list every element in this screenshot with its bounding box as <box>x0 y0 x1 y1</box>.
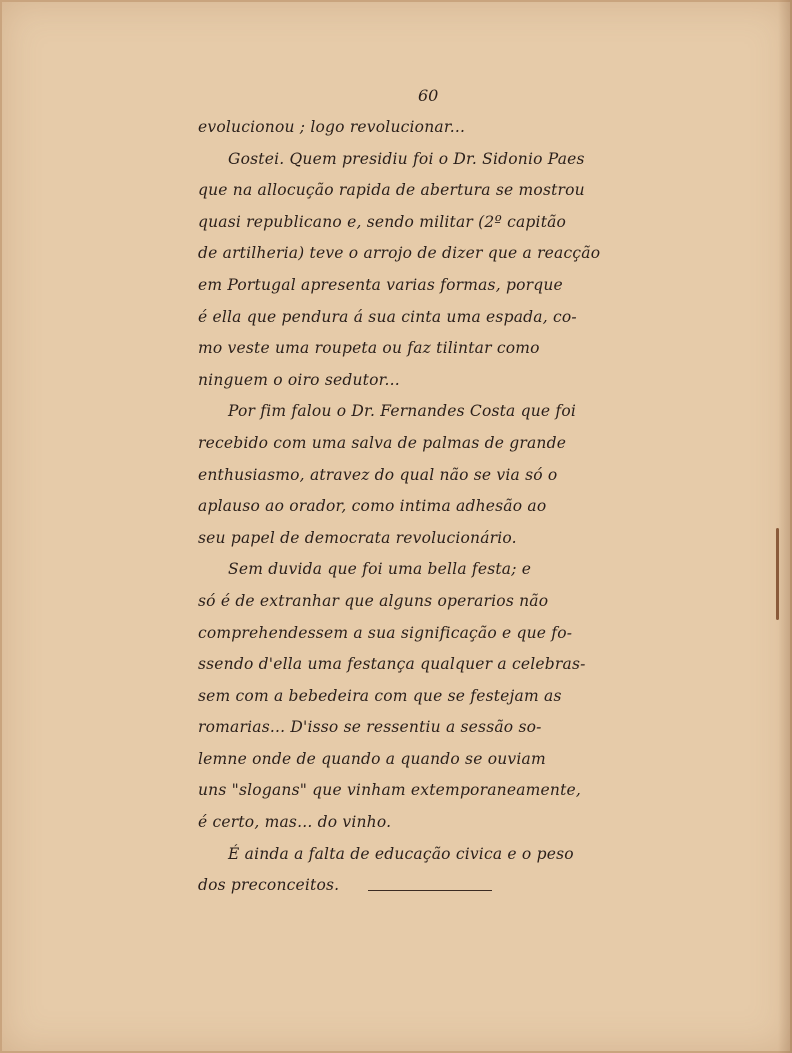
text-line: comprehendessem a sua significação e que fo- <box>198 623 573 642</box>
handwritten-text <box>198 112 668 902</box>
text-line: lemne onde de quando a quando se ouviam <box>198 749 546 768</box>
text-line: aplauso ao orador, como intima adhesão ao <box>198 497 547 516</box>
text-line: quasi republicano e, sendo militar (2º capitão <box>198 212 567 231</box>
text-line: uns "slogans" que vinham extemporaneamente, <box>198 781 582 800</box>
text-line: enthusiasmo, atravez do qual não se via só o <box>198 465 558 484</box>
text-line: evolucionou ; logo revolucionar... <box>198 118 466 136</box>
text-line: ssendo d'ella uma festança qualquer a celebras- <box>198 655 586 674</box>
text-line: Gostei. Quem presidiu foi o Dr. Sidonio Paes <box>228 149 585 168</box>
text-line: recebido com uma salva de palmas de grande <box>198 433 567 452</box>
page-edge-shadow <box>778 0 792 1053</box>
text-line: sem com a bebedeira com que se festejam as <box>198 686 562 705</box>
text-line: mo veste uma roupeta ou faz tilintar como <box>198 339 540 358</box>
page-number: 60 <box>418 86 439 105</box>
text-line: Por fim falou o Dr. Fernandes Costa que foi <box>228 402 577 421</box>
text-line: é ella que pendura á sua cinta uma espada, co- <box>198 307 577 326</box>
text-line: é certo, mas... do vinho. <box>198 813 392 832</box>
margin-mark <box>776 528 779 620</box>
text-line: que na allocução rapida de abertura se mostrou <box>198 181 585 200</box>
text-line: ninguem o oiro sedutor... <box>198 370 400 389</box>
text-line: Sem duvida que foi uma bella festa; e <box>228 560 532 579</box>
closing-rule <box>368 890 492 891</box>
text-line: romarias... D'isso se ressentiu a sessão so- <box>198 718 542 737</box>
text-line: seu papel de democrata revolucionário. <box>198 528 517 547</box>
text-line: só é de extranhar que alguns operarios não <box>198 591 549 610</box>
text-line: dos preconceitos. <box>198 876 340 895</box>
text-line: de artilheria) teve o arrojo de dizer que a reacção <box>198 244 601 263</box>
text-line: em Portugal apresenta varias formas, porque <box>198 275 563 294</box>
text-line: É ainda a falta de educação civica e o peso <box>228 844 574 863</box>
